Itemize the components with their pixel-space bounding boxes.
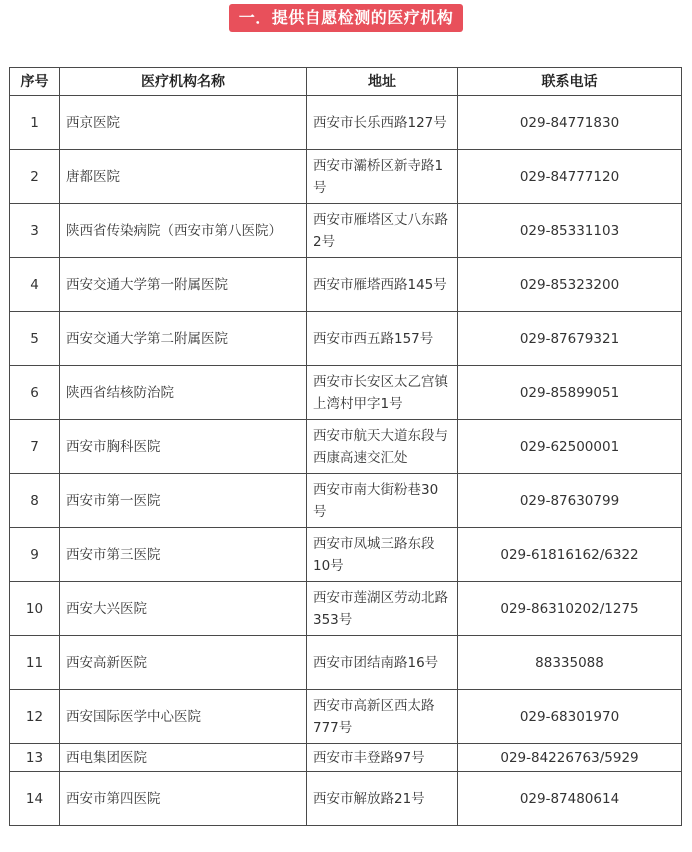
cell-phone: 88335088 [458, 636, 682, 690]
cell-name: 西安市第四医院 [60, 772, 307, 826]
cell-address: 西安市团结南路16号 [307, 636, 458, 690]
header-no: 序号 [10, 68, 60, 96]
cell-no: 5 [10, 312, 60, 366]
cell-phone: 029-87480614 [458, 772, 682, 826]
cell-address: 西安市南大街粉巷30号 [307, 474, 458, 528]
section-title: 一．提供自愿检测的医疗机构 [229, 4, 464, 32]
cell-phone: 029-84226763/5929 [458, 744, 682, 772]
cell-name: 西安高新医院 [60, 636, 307, 690]
table-row [10, 312, 682, 366]
table-row [10, 96, 682, 150]
cell-name: 西安市胸科医院 [60, 420, 307, 474]
table-row [10, 528, 682, 582]
cell-no: 7 [10, 420, 60, 474]
cell-no: 13 [10, 744, 60, 772]
cell-address: 西安市西五路157号 [307, 312, 458, 366]
cell-no: 11 [10, 636, 60, 690]
cell-phone: 029-85331103 [458, 204, 682, 258]
cell-name: 西电集团医院 [60, 744, 307, 772]
cell-address: 西安市灞桥区新寺路1号 [307, 150, 458, 204]
table-row [10, 744, 682, 772]
table-row [10, 204, 682, 258]
table-row [10, 690, 682, 744]
cell-address: 西安市航天大道东段与西康高速交汇处 [307, 420, 458, 474]
cell-name: 陕西省传染病院（西安市第八医院） [60, 204, 307, 258]
cell-no: 14 [10, 772, 60, 826]
cell-address: 西安市高新区西太路777号 [307, 690, 458, 744]
cell-phone: 029-61816162/6322 [458, 528, 682, 582]
cell-address: 西安市解放路21号 [307, 772, 458, 826]
cell-no: 9 [10, 528, 60, 582]
cell-no: 12 [10, 690, 60, 744]
table-row [10, 150, 682, 204]
cell-phone: 029-85323200 [458, 258, 682, 312]
hospital-table [9, 67, 682, 826]
cell-no: 6 [10, 366, 60, 420]
cell-name: 西安市第一医院 [60, 474, 307, 528]
cell-phone: 029-85899051 [458, 366, 682, 420]
cell-name: 西安市第三医院 [60, 528, 307, 582]
cell-no: 4 [10, 258, 60, 312]
cell-address: 西安市雁塔区丈八东路2号 [307, 204, 458, 258]
cell-address: 西安市丰登路97号 [307, 744, 458, 772]
table-header-row [10, 68, 682, 96]
table-row [10, 366, 682, 420]
cell-name: 西安交通大学第一附属医院 [60, 258, 307, 312]
cell-phone: 029-84771830 [458, 96, 682, 150]
cell-address: 西安市长乐西路127号 [307, 96, 458, 150]
cell-phone: 029-86310202/1275 [458, 582, 682, 636]
table-row [10, 582, 682, 636]
cell-no: 3 [10, 204, 60, 258]
title-container [0, 4, 692, 32]
cell-phone: 029-62500001 [458, 420, 682, 474]
cell-name: 唐都医院 [60, 150, 307, 204]
cell-name: 西安国际医学中心医院 [60, 690, 307, 744]
table-row [10, 258, 682, 312]
cell-address: 西安市莲湖区劳动北路353号 [307, 582, 458, 636]
table-row [10, 420, 682, 474]
cell-address: 西安市雁塔西路145号 [307, 258, 458, 312]
cell-phone: 029-87630799 [458, 474, 682, 528]
cell-phone: 029-68301970 [458, 690, 682, 744]
cell-no: 2 [10, 150, 60, 204]
header-name: 医疗机构名称 [60, 68, 307, 96]
table-row [10, 772, 682, 826]
cell-name: 西安大兴医院 [60, 582, 307, 636]
cell-name: 西京医院 [60, 96, 307, 150]
table-row [10, 474, 682, 528]
cell-no: 8 [10, 474, 60, 528]
cell-name: 陕西省结核防治院 [60, 366, 307, 420]
table-row [10, 636, 682, 690]
cell-name: 西安交通大学第二附属医院 [60, 312, 307, 366]
cell-no: 10 [10, 582, 60, 636]
header-phone: 联系电话 [458, 68, 682, 96]
header-address: 地址 [307, 68, 458, 96]
cell-address: 西安市凤城三路东段10号 [307, 528, 458, 582]
cell-no: 1 [10, 96, 60, 150]
cell-phone: 029-87679321 [458, 312, 682, 366]
cell-phone: 029-84777120 [458, 150, 682, 204]
cell-address: 西安市长安区太乙宫镇上湾村甲字1号 [307, 366, 458, 420]
